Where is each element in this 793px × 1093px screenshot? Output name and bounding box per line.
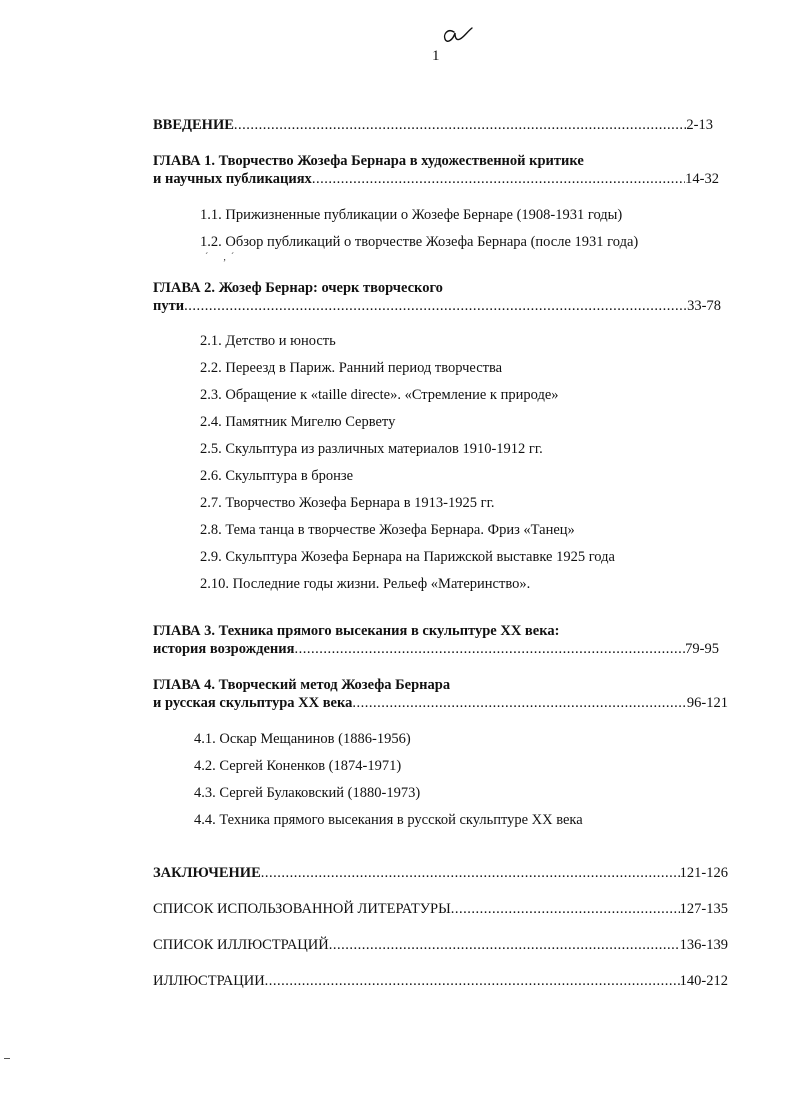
section-2-7[interactable]: 2.7. Творчество Жозефа Бернара в 1913-1925 гг. [200,495,495,511]
section-2-10[interactable]: 2.10. Последние годы жизни. Рельеф «Материнство». [200,576,531,592]
toc-illustrations-list[interactable] [153,936,728,954]
chapter4-pages: 96-121 [686,695,728,711]
handwritten-letter-a [440,24,476,48]
bibliography-label: СПИСОК ИСПОЛЬЗОВАННОЙ ЛИТЕРАТУРЫ [153,901,451,917]
chapter3-title[interactable]: ГЛАВА 3. Техника прямого высекания в скульптуре XX века: [153,623,560,639]
leader-dots [265,972,680,990]
toc-chapter3[interactable] [153,640,719,658]
chapter1-pages: 14-32 [685,171,719,187]
leader-dots [329,936,680,954]
section-2-2[interactable]: 2.2. Переезд в Париж. Ранний период творчества [200,360,503,376]
section-4-1[interactable]: 4.1. Оскар Мещанинов (1886-1956) [194,731,411,747]
chapter3-pages: 79-95 [685,641,719,657]
scan-mark [4,1058,10,1059]
illustrations-list-pages: 136-139 [679,937,728,953]
chapter3-title-cont: история возрождения [153,641,295,657]
section-2-4[interactable]: 2.4. Памятник Мигелю Сервету [200,414,396,430]
toc-chapter4[interactable] [153,694,728,712]
toc-chapter1[interactable] [153,170,719,188]
chapter2-title-cont: пути [153,298,185,314]
toc-chapter2[interactable] [153,297,721,315]
section-2-8[interactable]: 2.8. Тема танца в творчестве Жозефа Бернара. Фриз «Танец» [200,522,575,538]
chapter4-title[interactable]: ГЛАВА 4. Творческий метод Жозефа Бернара [153,677,451,693]
introduction-label: ВВЕДЕНИЕ [153,117,234,133]
leader-dots [294,640,685,658]
section-1-2[interactable]: 1.2. Обзор публикаций о творчестве Жозефа Бернара (после 1931 года) [200,234,639,250]
chapter1-title-cont: и научных публикациях [153,171,312,187]
section-4-3[interactable]: 4.3. Сергей Булаковский (1880-1973) [194,785,421,801]
leader-dots [312,170,685,188]
section-4-2[interactable]: 4.2. Сергей Коненков (1874-1971) [194,758,402,774]
section-2-5[interactable]: 2.5. Скульптура из различных материалов 1910-1912 гг. [200,441,543,457]
section-1-1[interactable]: 1.1. Прижизненные публикации о Жозефе Бернаре (1908-1931 годы) [200,207,623,223]
leader-dots [184,297,687,315]
conclusion-pages: 121-126 [679,865,728,881]
chapter2-pages: 33-78 [687,298,721,314]
section-2-9[interactable]: 2.9. Скульптура Жозефа Бернара на Парижской выставке 1925 года [200,549,615,565]
leader-dots [451,900,680,918]
section-2-3[interactable]: 2.3. Обращение к «taille directe». «Стремление к природе» [200,387,559,403]
toc-introduction[interactable] [153,116,713,134]
leader-dots [234,116,687,134]
toc-bibliography[interactable] [153,900,728,918]
illustrations-label: ИЛЛЮСТРАЦИИ [153,973,265,989]
chapter2-title[interactable]: ГЛАВА 2. Жозеф Бернар: очерк творческого [153,280,443,296]
chapter1-title[interactable]: ГЛАВА 1. Творчество Жозефа Бернара в художественной критике [153,153,584,169]
leader-dots [352,694,687,712]
conclusion-label: ЗАКЛЮЧЕНИЕ [153,865,261,881]
bibliography-pages: 127-135 [679,901,728,917]
section-2-6[interactable]: 2.6. Скульптура в бронзе [200,468,354,484]
illustrations-list-label: СПИСОК ИЛЛЮСТРАЦИЙ [153,937,329,953]
toc-illustrations[interactable] [153,972,728,990]
illustrations-pages: 140-212 [679,973,728,989]
introduction-pages: 2-13 [686,117,713,133]
scan-specks: ´ , ´ [205,252,235,263]
chapter4-title-cont: и русская скульптура XX века [153,695,353,711]
page-number: 1 [432,48,440,64]
toc-conclusion[interactable] [153,864,728,882]
section-2-1[interactable]: 2.1. Детство и юность [200,333,336,349]
leader-dots [261,864,680,882]
section-4-4[interactable]: 4.4. Техника прямого высекания в русской скульптуре XX века [194,812,583,828]
